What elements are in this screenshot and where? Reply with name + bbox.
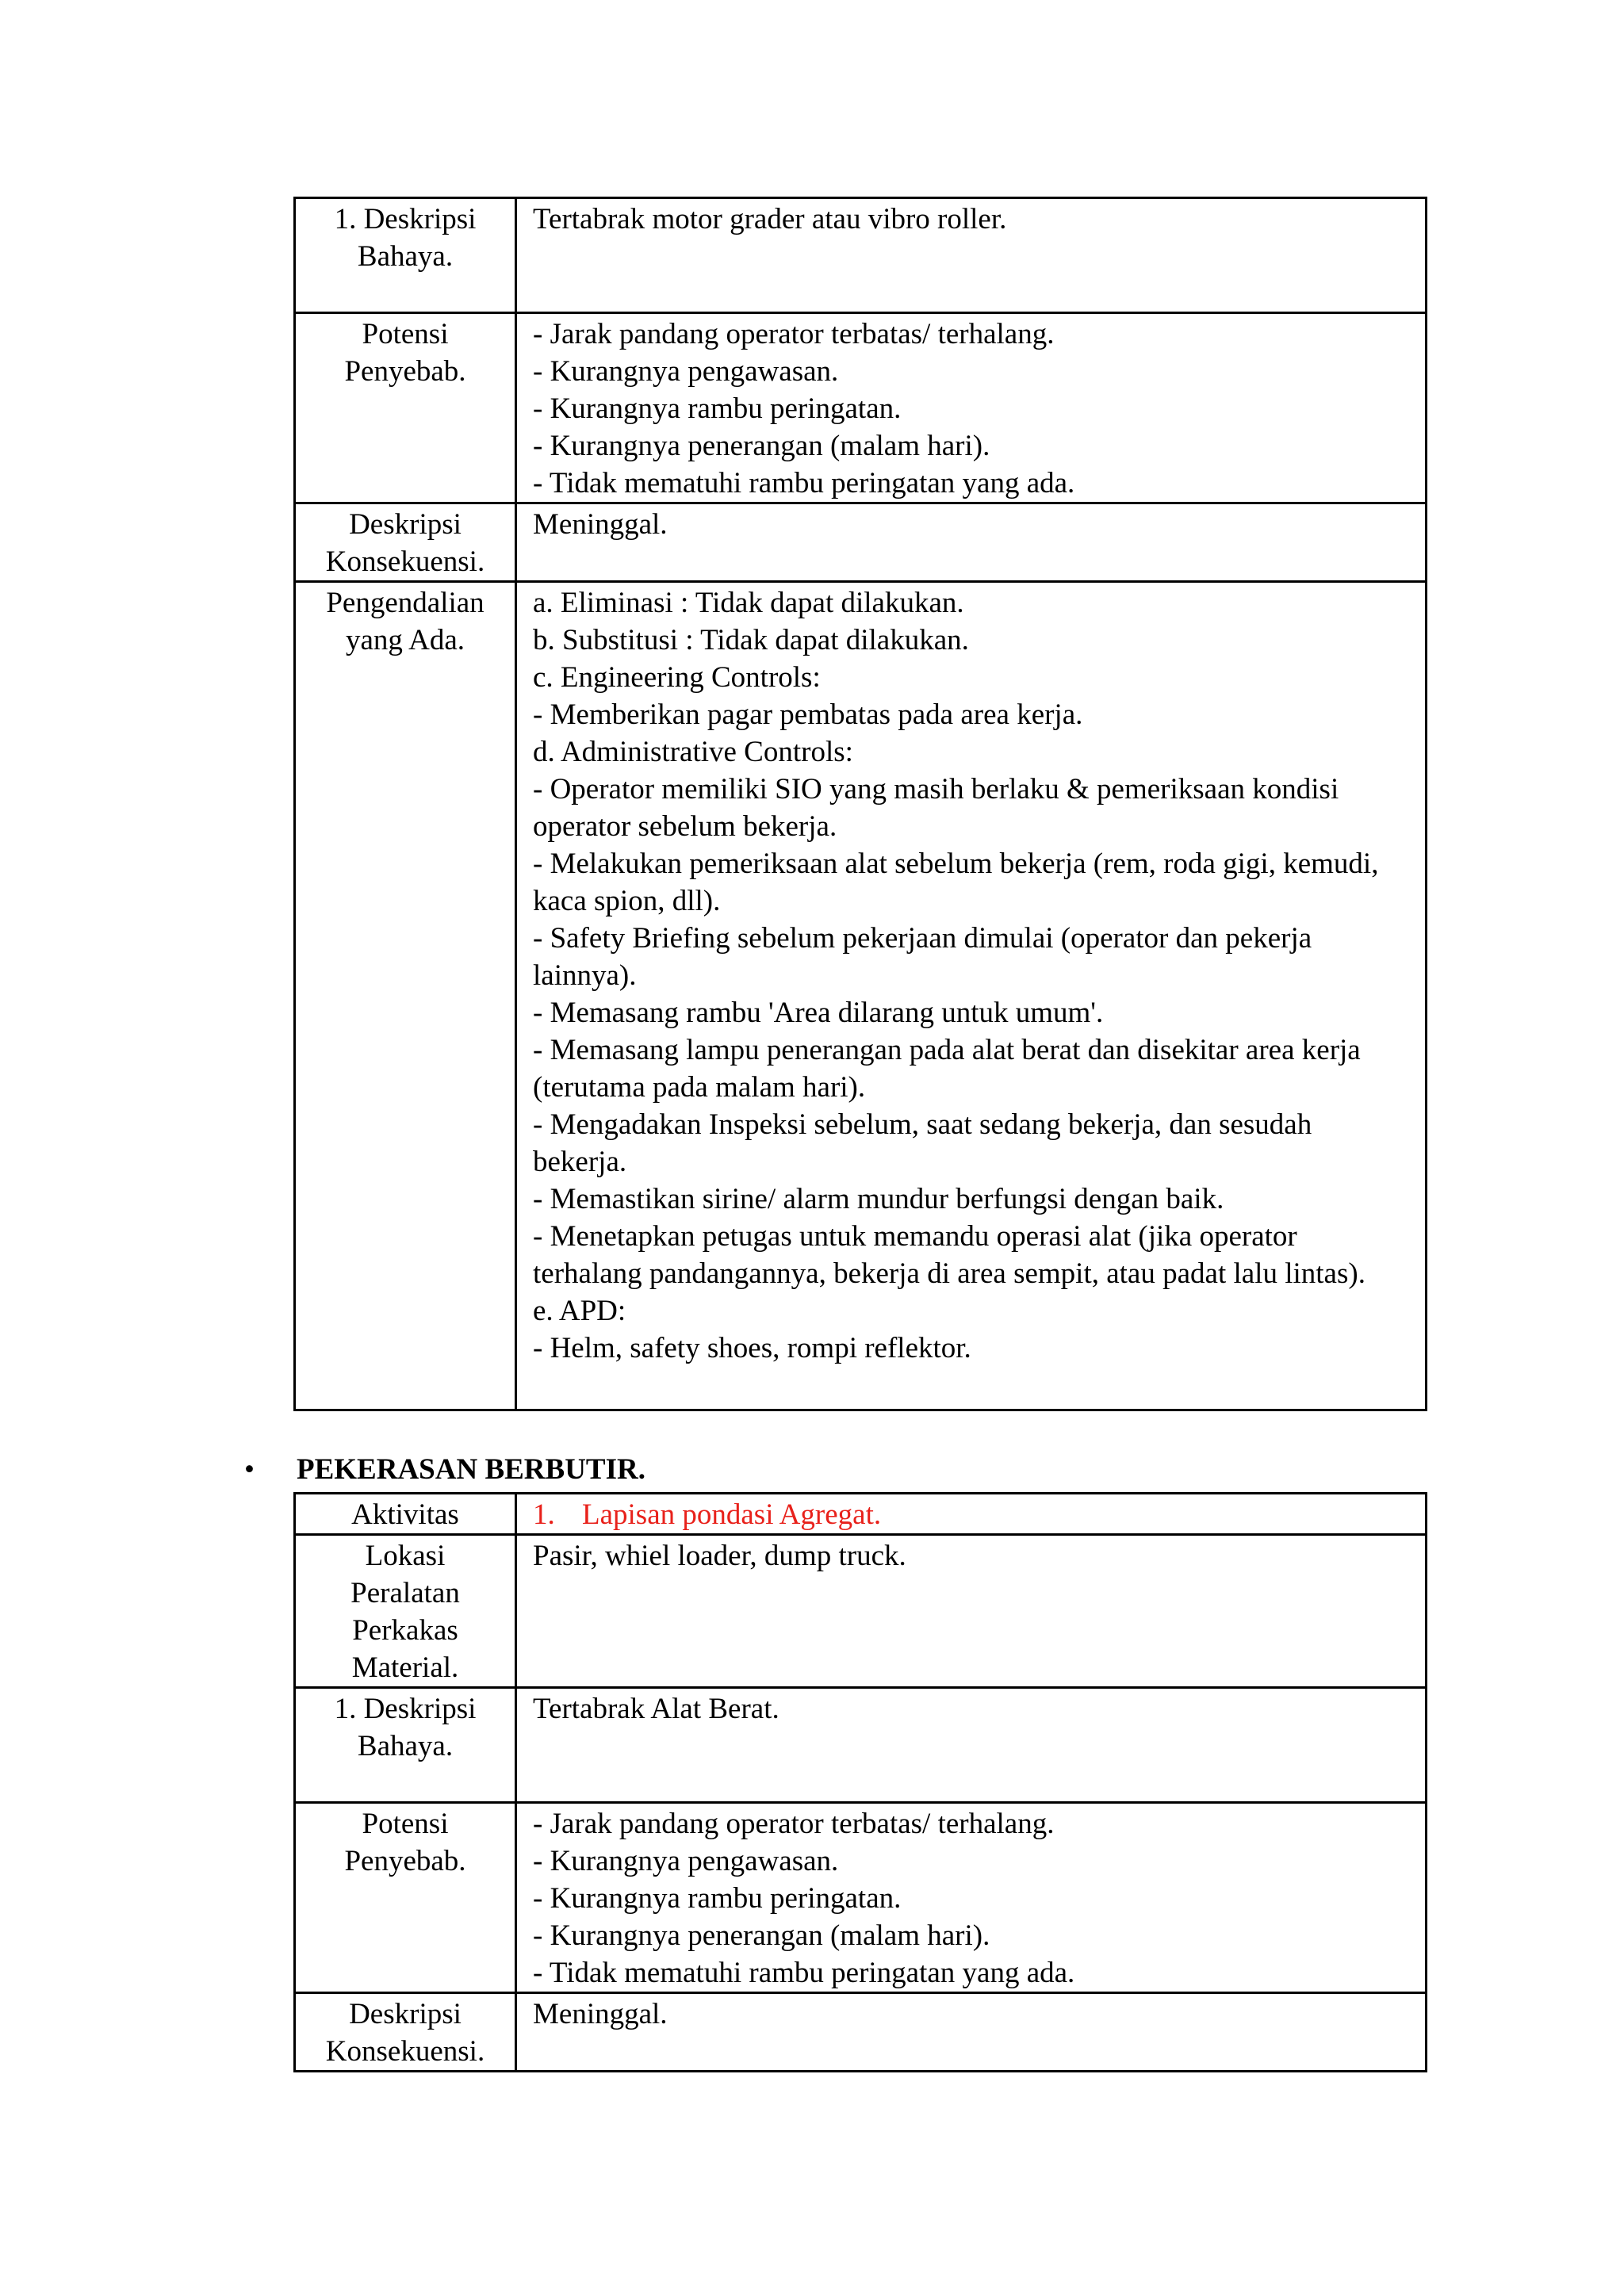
- label-line: Material.: [351, 1651, 459, 1684]
- row-value-lokasi: [516, 1535, 1427, 1688]
- value-line: a. Eliminasi : Tidak dapat dilakukan.: [533, 587, 964, 619]
- label-line: Pengendalian: [326, 587, 485, 619]
- value-line: - Kurangnya rambu peringatan.: [533, 392, 902, 425]
- row-value-deskripsi-konsekuensi: [516, 1993, 1427, 2072]
- value-line: d. Administrative Controls:: [533, 736, 853, 768]
- row-label-deskripsi-bahaya: [295, 198, 516, 313]
- section-heading-text: PEKERASAN BERBUTIR.: [297, 1453, 645, 1486]
- label-line: 1. Deskripsi: [334, 203, 477, 235]
- label-line: Deskripsi: [349, 508, 462, 541]
- row-label-pengendalian: [295, 582, 516, 1410]
- table-row: [295, 313, 1427, 503]
- label-line: Penyebab.: [344, 355, 466, 388]
- value-line: Pasir, whiel loader, dump truck.: [533, 1540, 906, 1572]
- row-value-deskripsi-bahaya: [516, 1688, 1427, 1803]
- value-line: - Memastikan sirine/ alarm mundur berfungsi dengan baik.: [533, 1183, 1224, 1215]
- row-label-aktivitas: [295, 1494, 516, 1535]
- hazard-table-1: [293, 197, 1427, 1411]
- bullet-icon: •: [244, 1453, 255, 1486]
- row-label-deskripsi-konsekuensi: [295, 503, 516, 582]
- label-line: Lokasi: [365, 1540, 446, 1572]
- value-line: Tertabrak motor grader atau vibro roller.: [533, 203, 1007, 235]
- value-line: - Operator memiliki SIO yang masih berlaku & pemeriksaan kondisi operator sebelum bekerja.: [533, 773, 1339, 843]
- activity-text: Lapisan pondasi Agregat.: [582, 1498, 882, 1531]
- value-line: - Safety Briefing sebelum pekerjaan dimulai (operator dan pekerja lainnya).: [533, 922, 1312, 992]
- table-row: [295, 1494, 1427, 1535]
- value-line: - Memasang lampu penerangan pada alat berat dan disekitar area kerja (terutama pada malam hari).: [533, 1034, 1361, 1104]
- table-row: [295, 1535, 1427, 1688]
- value-line: - Memasang rambu 'Area dilarang untuk umum'.: [533, 997, 1104, 1029]
- table-row: [295, 1803, 1427, 1993]
- value-line: - Kurangnya pengawasan.: [533, 1845, 839, 1877]
- table-row: [295, 582, 1427, 1410]
- table-row: [295, 503, 1427, 582]
- value-line: - Melakukan pemeriksaan alat sebelum bekerja (rem, roda gigi, kemudi, kaca spion, dll).: [533, 848, 1379, 917]
- value-line: - Tidak mematuhi rambu peringatan yang ada.: [533, 1957, 1075, 1989]
- label-line: Bahaya.: [357, 1730, 454, 1762]
- label-line: Aktivitas: [351, 1498, 459, 1531]
- value-line: - Kurangnya pengawasan.: [533, 355, 839, 388]
- row-label-deskripsi-bahaya: [295, 1688, 516, 1803]
- row-label-potensi-penyebab: [295, 313, 516, 503]
- row-label-potensi-penyebab: [295, 1803, 516, 1993]
- value-line: - Jarak pandang operator terbatas/ terhalang.: [533, 1808, 1055, 1840]
- value-line: - Jarak pandang operator terbatas/ terhalang.: [533, 318, 1055, 350]
- row-value-deskripsi-konsekuensi: [516, 503, 1427, 582]
- label-line: 1. Deskripsi: [334, 1693, 477, 1725]
- section-heading: [244, 1451, 645, 1488]
- value-line: Tertabrak Alat Berat.: [533, 1693, 779, 1725]
- value-line: e. APD:: [533, 1295, 626, 1327]
- label-line: Penyebab.: [344, 1845, 466, 1877]
- row-value-deskripsi-bahaya: [516, 198, 1427, 313]
- label-line: Perkakas: [352, 1614, 458, 1647]
- value-line: - Memberikan pagar pembatas pada area kerja.: [533, 698, 1083, 731]
- value-line: - Tidak mematuhi rambu peringatan yang ada.: [533, 467, 1075, 499]
- label-line: Deskripsi: [349, 1998, 462, 2030]
- value-line: - Helm, safety shoes, rompi reflektor.: [533, 1332, 971, 1364]
- table-row: [295, 1688, 1427, 1803]
- hazard-table-2: [293, 1492, 1427, 2072]
- value-line: - Menetapkan petugas untuk memandu operasi alat (jika operator terhalang pandangannya, bekerja di area sempit, atau padat lalu lintas).: [533, 1220, 1365, 1290]
- activity-number: 1.: [533, 1498, 555, 1531]
- value-line: - Mengadakan Inspeksi sebelum, saat sedang bekerja, dan sesudah bekerja.: [533, 1108, 1312, 1178]
- value-line: Meninggal.: [533, 1998, 668, 2030]
- row-value-aktivitas: [516, 1494, 1427, 1535]
- value-line: - Kurangnya rambu peringatan.: [533, 1882, 902, 1915]
- row-label-deskripsi-konsekuensi: [295, 1993, 516, 2072]
- value-line: Meninggal.: [533, 508, 668, 541]
- row-value-potensi-penyebab: [516, 313, 1427, 503]
- row-label-lokasi: [295, 1535, 516, 1688]
- value-line: - Kurangnya penerangan (malam hari).: [533, 430, 990, 462]
- table-row: [295, 1993, 1427, 2072]
- label-line: Potensi: [362, 1808, 449, 1840]
- label-line: Konsekuensi.: [325, 2035, 485, 2068]
- value-line: - Kurangnya penerangan (malam hari).: [533, 1919, 990, 1952]
- label-line: Potensi: [362, 318, 449, 350]
- label-line: yang Ada.: [345, 624, 465, 656]
- label-line: Bahaya.: [357, 240, 454, 273]
- label-line: Peralatan: [350, 1577, 460, 1609]
- label-line: Konsekuensi.: [325, 545, 485, 578]
- row-value-potensi-penyebab: [516, 1803, 1427, 1993]
- row-value-pengendalian: [516, 582, 1427, 1410]
- value-line: c. Engineering Controls:: [533, 661, 821, 694]
- table-row: [295, 198, 1427, 313]
- value-line: b. Substitusi : Tidak dapat dilakukan.: [533, 624, 969, 656]
